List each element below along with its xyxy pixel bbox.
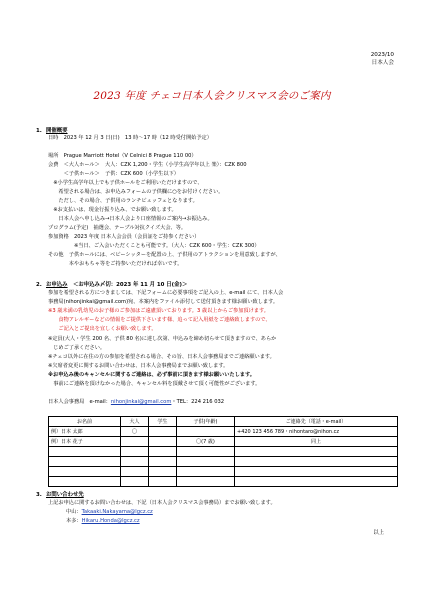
s1-other: その他 子供ホールには、ベビーシッターを配置の上、子供用のアトラクションを用意致しますが、 <box>48 252 281 258</box>
s1-datetime: 日時 2023 年 12 月 3 日(日) 13 時～17 時（12 時受付開始予定） <box>48 135 212 141</box>
office-email-link[interactable]: nihonjinkai@gmail.com <box>110 399 172 405</box>
cell-name[interactable] <box>49 477 121 487</box>
s2-allergy-note: 食物アレルギーなどの情報をご提供下さいます様、追って記入用紙をご連絡致しますので、 <box>48 317 271 323</box>
cell-child[interactable] <box>177 467 235 477</box>
s2-cancel-fee: 事前にご連絡を頂けなかった場合、キャンセル料を頂戴させて頂く可能性がございます。 <box>48 381 261 387</box>
cell-child[interactable] <box>177 427 235 437</box>
cell-name[interactable]: 例）日本 太郎 <box>49 427 121 437</box>
cell-adult[interactable] <box>121 447 149 457</box>
s2-capacity2: じめご了承ください。 <box>48 345 106 351</box>
col-contact: ご連絡先（電話・e-mail） <box>235 417 398 427</box>
honda-email-link[interactable]: Hikaru.Honda@lgcz.cz <box>81 518 140 524</box>
s2-line1: 参加を希望される方につきましては、下記フォームに必要事項をご記入の上、e-mail にて、日本人会 <box>48 290 284 296</box>
header-org: 日本人会 <box>371 60 394 66</box>
s1-note3: ただし、その場合、子供用のランチビュッフェとなります。 <box>48 198 198 204</box>
cell-student[interactable] <box>149 457 177 467</box>
header-date: 2023/10 <box>370 52 394 58</box>
s2-abroad: ※チェコ以外に在住の方の参加を希望される場合、その旨、日本人会事務局までご連絡願います。 <box>48 354 275 360</box>
s2-cancel: ※お申込み後のキャンセルに関するご連絡は、必ず事前に頂きます様お願いいたします。 <box>48 372 255 378</box>
nakayama-email-link[interactable]: Takaaki.Nakayama@lgcz.cz <box>81 509 153 515</box>
table-row <box>49 437 398 447</box>
cell-child[interactable] <box>177 457 235 467</box>
cell-student[interactable] <box>149 467 177 477</box>
table-row <box>49 427 398 437</box>
office-contact: 日本人会事務局 e-mail：nihonjinkai@gmail.com・TEL：224 216 032 <box>48 399 225 405</box>
table-row <box>49 447 398 457</box>
table-row <box>49 477 398 487</box>
cell-name[interactable]: 例）日本 花子 <box>49 437 121 447</box>
cell-child[interactable]: 〇(7 歳) <box>177 437 235 447</box>
s1-fee-adult: 会費 ＜大人ホール＞ 大人：CZK 1,200・学生（小学生高学年以上 楽）：CZK 800 <box>48 162 247 168</box>
s1-join-today: ※当日、ご入会いただくことも可能です。（大人：CZK 600・学生：CZK 300） <box>48 243 260 249</box>
s1-note1: ※小学生高学年以上でも子供ホールをご利用いただけますので、 <box>48 180 203 186</box>
cell-name[interactable] <box>49 447 121 457</box>
s2-allergy-note2: ご記入とご提出を宜しくお願い致します。 <box>48 326 157 332</box>
col-child: 子供(年齢) <box>177 417 235 427</box>
section3-heading: 3. お問い合わせ先 <box>36 492 84 498</box>
col-adult: 大人 <box>121 417 149 427</box>
s1-payment: ※お支払いは、現金行振り込み、でお願い致します。 <box>48 207 177 213</box>
cell-contact[interactable] <box>235 467 398 477</box>
contact-honda: 本多：Hikaru.Honda@lgcz.cz <box>66 518 140 524</box>
cell-child[interactable] <box>177 477 235 487</box>
cell-adult[interactable] <box>121 477 149 487</box>
contact-nakayama: 中山：Takaaki.Nakayama@lgcz.cz <box>66 509 153 515</box>
s2-change: ※欠席者変更に関するお問い合わせは、日本人会事務局までお願い致します。 <box>48 363 229 369</box>
cell-adult[interactable] <box>121 467 149 477</box>
cell-contact[interactable] <box>235 477 398 487</box>
s1-fee-child: ＜子供ホール＞ 子供：CZK 600（小学生以下） <box>48 171 179 177</box>
registration-form-table <box>48 416 398 487</box>
s1-payment-flow: 日本人会へ申し込み→日本人会より口座情報のご案内→お振込み。 <box>48 216 213 222</box>
s1-venue: 場所 Prague Marriott Hotel（V Celnici 8 Prague 110 00） <box>48 153 197 159</box>
deadline: ＜お申込み〆切：2023 年 11 月 10 日(金)＞ <box>72 282 188 288</box>
s1-other2: 本やおもちゃ等をご持参いただければ幸いです。 <box>48 261 183 267</box>
cell-contact[interactable] <box>235 447 398 457</box>
cell-student[interactable] <box>149 447 177 457</box>
page-title: 2023 年度 チェコ日本人会クリスマス会のご案内 <box>93 90 331 102</box>
cell-adult[interactable]: 〇 <box>121 427 149 437</box>
cell-student[interactable] <box>149 477 177 487</box>
table-header-row <box>49 417 398 427</box>
cell-name[interactable] <box>49 457 121 467</box>
cell-contact[interactable]: 同上 <box>235 437 398 447</box>
cell-student[interactable] <box>149 437 177 447</box>
col-name: お名前 <box>49 417 121 427</box>
s2-infant-note: ※3 歳未満の乳幼児のお子様のご参加はご遠慮頂いております。3 歳以上からご参加頂けます。 <box>48 308 269 314</box>
s1-program: プログラム(予定) 抽選会、テーブル対抗クイズ大会、等。 <box>48 225 187 231</box>
s1-eligibility: 参加資格 2023 年度 日本人会会員（会員証をご持参ください） <box>48 234 200 240</box>
cell-student[interactable] <box>149 427 177 437</box>
cell-name[interactable] <box>49 467 121 477</box>
cell-adult[interactable] <box>121 457 149 467</box>
table-row <box>49 467 398 477</box>
cell-contact[interactable] <box>235 457 398 467</box>
s2-line2: 事務局(nihonjinkai@gmail.com)宛、本案内をファイル添付して送付頂きます様お願い致します。 <box>48 299 279 305</box>
table-row <box>49 457 398 467</box>
s3-line: 上記お申込に関するお問い合わせは、下記（日本人会クリスマス会事務局）までお願い致します。 <box>48 500 276 506</box>
col-student: 学生 <box>149 417 177 427</box>
cell-adult[interactable] <box>121 437 149 447</box>
section2-heading: 2. お申込み ＜お申込み〆切：2023 年 11 月 10 日(金)＞ <box>36 282 188 288</box>
s2-capacity: ※定員(大人・学生 200 名、子供 80 名)に達し次第、申込みを締め切らせて頂きますので、あらか <box>48 336 277 342</box>
cell-child[interactable] <box>177 447 235 457</box>
section1-heading: 1. 開催概要 <box>36 128 68 134</box>
cell-contact[interactable]: +420 123 456 789・nihontaro@nihon.cz <box>235 427 398 437</box>
s1-note2: 希望される場合は、お申込みフォームの子供欄に○をお付けください。 <box>48 189 224 195</box>
closing-mark: 以上 <box>373 530 384 536</box>
